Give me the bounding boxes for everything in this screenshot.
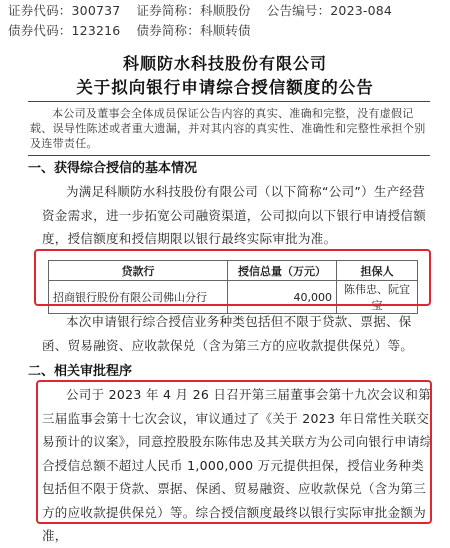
security-short-label: 证券简称： bbox=[136, 3, 200, 18]
section-2-heading: 二、相关审批程序 bbox=[28, 364, 133, 379]
col-header-amount: 授信总量（万元） bbox=[228, 261, 337, 281]
highlight-box-approval bbox=[36, 380, 432, 524]
announcement-no-label: 公告编号： bbox=[266, 3, 331, 18]
section-1-paragraph-text: 为满足科顺防水科技股份有限公司（以下简称“公司”）生产经营资金需求，进一步拓宽公司融资渠道，公司拟向以下银行申请授信额度，授信额度和授信期限以银行最终实际审批为准。 bbox=[42, 184, 427, 246]
cell-bank: 招商银行股份有限公司佛山分行 bbox=[49, 281, 228, 314]
security-code-label: 证券代码： bbox=[8, 3, 72, 18]
bond-code-label: 债券代码： bbox=[8, 23, 72, 38]
announcement-title: 关于拟向银行申请综合授信额度的公告 bbox=[76, 78, 374, 97]
section-1-paragraph bbox=[42, 180, 434, 251]
security-code-value: 300737 bbox=[71, 3, 121, 18]
security-short-value: 科顺股份 bbox=[199, 3, 251, 18]
section-2-paragraph-text: 公司于 2023 年 4 月 26 日召开第三届董事会第十九次会议和第三届监事会第十七次会议，审议通过了《关于 2023 年日常性关联交易预计的议案》，同意控股股东陈伟忠及其关联方为公司向银行申请综合授信总额不超过人民币 1,000,000 万元提供担保，授信业务种类包括但不限于贷款、票据、保函、贸易融资、应收款保兑（含为第三方的应收款提供保兑）等。综合授信额度最终以银行实际审批金额为准， bbox=[42, 387, 433, 543]
cell-amount: 40,000 bbox=[228, 281, 337, 314]
bond-short-value: 科顺转债 bbox=[199, 23, 251, 38]
cell-guarantor: 陈伟忠、阮宜宝 bbox=[337, 281, 418, 314]
bond-short-label: 债券简称： bbox=[136, 23, 200, 38]
company-title: 科顺防水科技股份有限公司 bbox=[122, 54, 327, 73]
bond-code-value: 123216 bbox=[71, 23, 121, 38]
section-1-paragraph-2-text: 本次申请银行综合授信业务种类包括但不限于贷款、票据、保函、贸易融资、应收款保兑（含为第三方的应收款提供保兑）等。 bbox=[42, 314, 414, 353]
highlight-box-table bbox=[34, 249, 431, 306]
header-row-bond bbox=[8, 21, 251, 39]
announcement-no-value: 2023-084 bbox=[330, 3, 393, 18]
disclaimer-box bbox=[28, 101, 430, 156]
section-1-paragraph-2 bbox=[42, 310, 434, 357]
col-header-guarantor: 担保人 bbox=[337, 261, 418, 281]
header-row-securities bbox=[8, 1, 392, 19]
section-1-heading: 一、获得综合授信的基本情况 bbox=[28, 161, 198, 176]
col-header-bank: 贷款行 bbox=[49, 261, 228, 281]
disclaimer-text: 本公司及董事会全体成员保证公告内容的真实、准确和完整，没有虚假记载、误导性陈述或者重大遗漏，并对其内容的真实性、准确性和完整性承担个别及连带责任。 bbox=[30, 107, 426, 150]
